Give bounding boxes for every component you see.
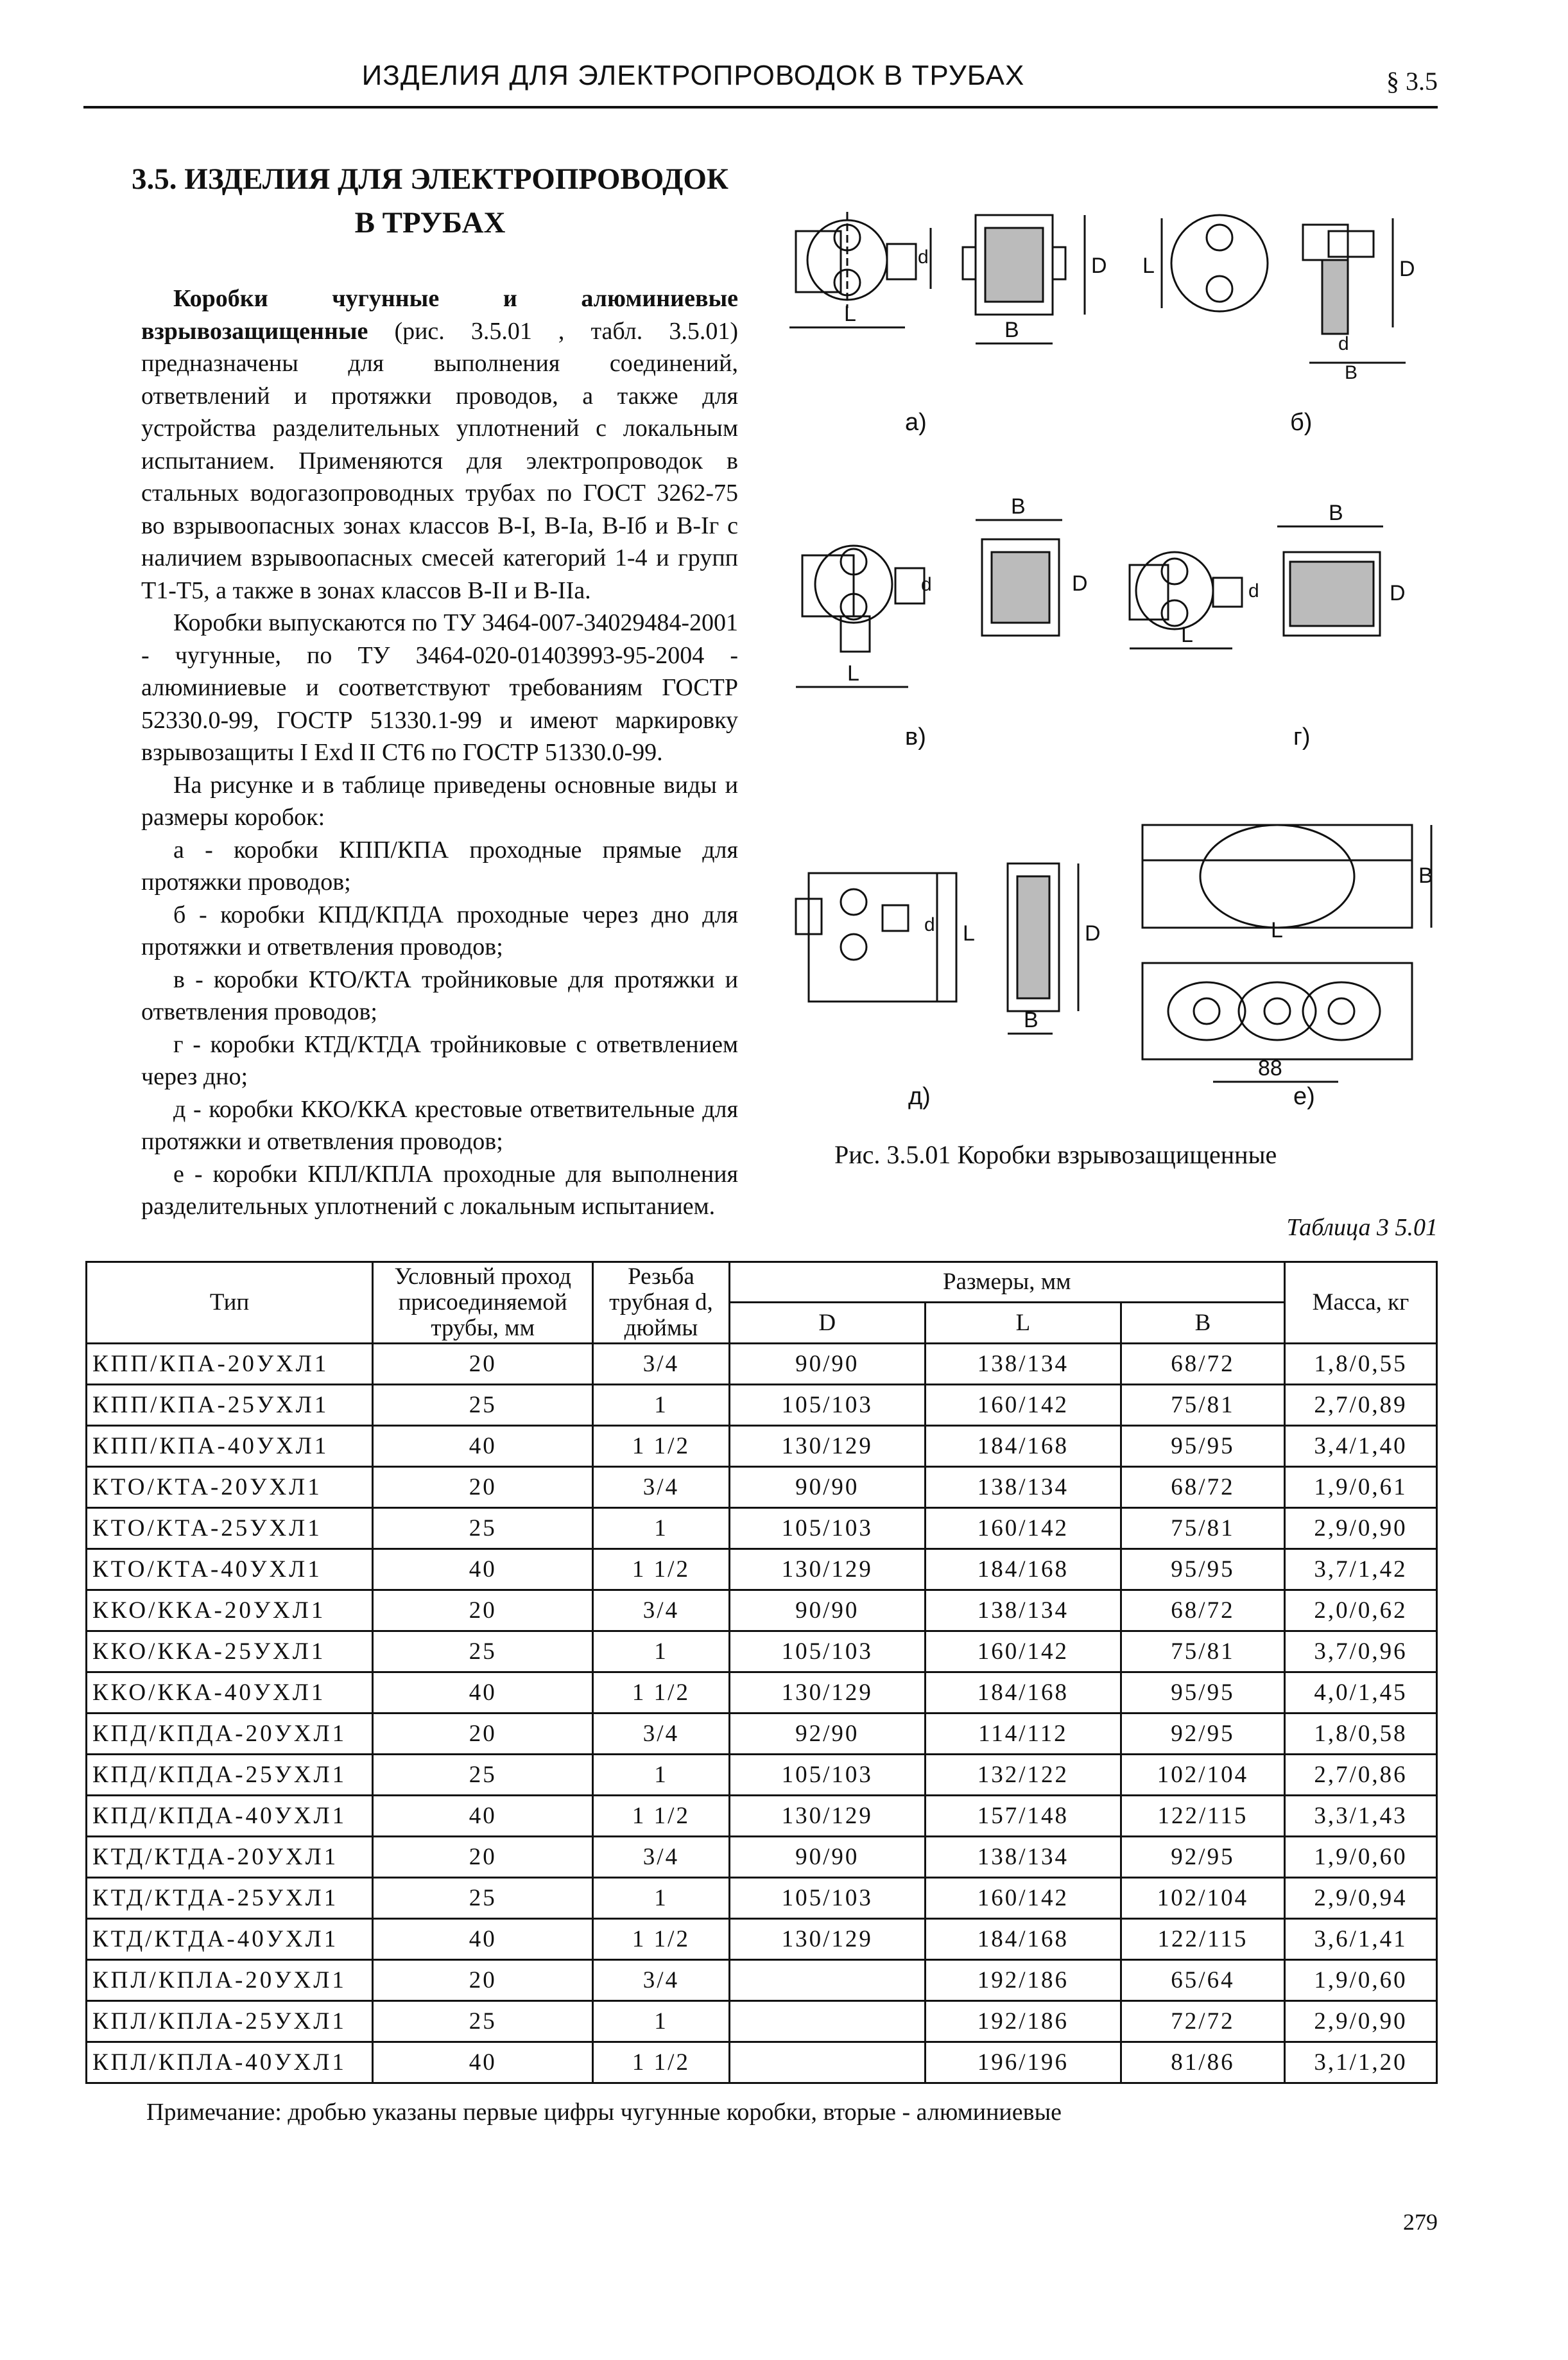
cell-B: 75/81 [1121, 1631, 1284, 1672]
cell-thread: 1 1/2 [593, 1919, 729, 1960]
table-row [87, 1508, 1437, 1549]
col-header-B: B [1121, 1303, 1284, 1344]
cell-type: ККО/ККА-25УХЛ1 [87, 1631, 373, 1672]
table-row [87, 1878, 1437, 1919]
table-row [87, 1714, 1437, 1755]
list-item: д - коробки ККО/ККА крестовые ответвительные для протяжки и ответвления проводов; [141, 1095, 738, 1155]
dim-label-d: d [918, 247, 929, 268]
cell-type: КТО/КТА-40УХЛ1 [87, 1549, 373, 1590]
figure-label-a: а) [905, 409, 927, 436]
cell-type: КПД/КПДА-40УХЛ1 [87, 1796, 373, 1837]
cell-L: 184/168 [925, 1426, 1121, 1467]
cell-B: 122/115 [1121, 1919, 1284, 1960]
cell-B: 102/104 [1121, 1755, 1284, 1796]
cell-thread: 1 [593, 1878, 729, 1919]
paragraph-intro [141, 282, 738, 607]
cell-B: 72/72 [1121, 2001, 1284, 2042]
cell-thread: 1 1/2 [593, 1426, 729, 1467]
dim-label-l: L [963, 921, 975, 946]
cell-bore: 40 [373, 1796, 593, 1837]
cell-bore: 40 [373, 1426, 593, 1467]
table-row [87, 2042, 1437, 2083]
col-header-dimensions: Размеры, мм [729, 1262, 1284, 1303]
dim-label-l: L [844, 302, 856, 326]
cell-type: ККО/ККА-20УХЛ1 [87, 1590, 373, 1631]
cell-L: 138/134 [925, 1837, 1121, 1878]
body-text [141, 282, 738, 1223]
dim-label-B: B [1024, 1008, 1038, 1032]
cell-bore: 20 [373, 1467, 593, 1508]
cell-mass: 4,0/1,45 [1284, 1672, 1436, 1714]
cell-D: 130/129 [729, 1426, 925, 1467]
cell-B: 95/95 [1121, 1549, 1284, 1590]
cell-thread: 1 [593, 1385, 729, 1426]
figure-b-views [1142, 215, 1415, 383]
cell-mass: 3,3/1,43 [1284, 1796, 1436, 1837]
dim-label-l: L [1271, 918, 1283, 942]
cell-L: 160/142 [925, 1631, 1121, 1672]
cell-D: 90/90 [729, 1837, 925, 1878]
cell-D: 105/103 [729, 1508, 925, 1549]
figure-label-c: в) [905, 724, 926, 751]
list-item: а - коробки КПП/КПА проходные прямые для протяжки проводов; [141, 836, 738, 896]
cell-mass: 2,7/0,89 [1284, 1385, 1436, 1426]
cell-L: 184/168 [925, 1549, 1121, 1590]
cell-D: 130/129 [729, 1796, 925, 1837]
table-note: Примечание: дробью указаны первые цифры чугунные коробки, вторые - алюминиевые [146, 2099, 1062, 2126]
section-title-line2: В ТРУБАХ [354, 206, 506, 239]
table-row [87, 1631, 1437, 1672]
cell-L: 184/168 [925, 1672, 1121, 1714]
table-body [87, 1344, 1437, 2083]
cell-bore: 25 [373, 1878, 593, 1919]
cell-bore: 25 [373, 1385, 593, 1426]
cell-type: КПП/КПА-40УХЛ1 [87, 1426, 373, 1467]
cell-L: 160/142 [925, 1508, 1121, 1549]
dim-label-d: d [924, 914, 935, 935]
figure-c-views [796, 494, 1088, 687]
cell-mass: 3,1/1,20 [1284, 2042, 1436, 2083]
figure-a-front-view [789, 212, 931, 327]
cell-D: 130/129 [729, 1549, 925, 1590]
cell-bore: 20 [373, 1590, 593, 1631]
cell-type: КПЛ/КПЛА-25УХЛ1 [87, 2001, 373, 2042]
table-row [87, 1755, 1437, 1796]
dim-label-D: D [1091, 254, 1107, 278]
table-row [87, 1960, 1437, 2001]
header-title: ИЗДЕЛИЯ ДЛЯ ЭЛЕКТРОПРОВОДОК В ТРУБАХ [361, 60, 1025, 91]
cell-thread: 3/4 [593, 1837, 729, 1878]
col-header-L: L [925, 1303, 1121, 1344]
dim-label-d: d [921, 574, 932, 595]
cell-B: 75/81 [1121, 1508, 1284, 1549]
cell-thread: 3/4 [593, 1960, 729, 2001]
cell-B: 95/95 [1121, 1426, 1284, 1467]
table-row [87, 2001, 1437, 2042]
cell-bore: 25 [373, 1508, 593, 1549]
col-header-mass: Масса, кг [1284, 1262, 1436, 1344]
cell-type: КПЛ/КПЛА-20УХЛ1 [87, 1960, 373, 2001]
cell-L: 196/196 [925, 2042, 1121, 2083]
cell-mass: 3,7/1,42 [1284, 1549, 1436, 1590]
intro-bold-term: Коробки чугунные и алюминиевые взрывозащищенные [141, 285, 738, 345]
cell-thread: 1 1/2 [593, 1672, 729, 1714]
dim-label-l: L [847, 661, 859, 686]
col-header-bore [373, 1262, 593, 1344]
cell-B: 68/72 [1121, 1590, 1284, 1631]
col-header-thread-line: дюймы [624, 1315, 698, 1341]
cell-bore: 40 [373, 2042, 593, 2083]
cell-mass: 1,8/0,58 [1284, 1714, 1436, 1755]
cell-L: 138/134 [925, 1344, 1121, 1385]
dim-label-D: D [1399, 257, 1415, 281]
list-item: в - коробки КТО/КТА тройниковые для протяжки и ответвления проводов; [141, 966, 738, 1025]
table-row [87, 1426, 1437, 1467]
cell-mass: 3,4/1,40 [1284, 1426, 1436, 1467]
cell-thread: 1 1/2 [593, 1549, 729, 1590]
cell-L: 157/148 [925, 1796, 1121, 1837]
figure-label-f: е) [1293, 1083, 1315, 1110]
cell-mass: 2,9/0,90 [1284, 1508, 1436, 1549]
cell-B: 102/104 [1121, 1878, 1284, 1919]
cell-thread: 1 1/2 [593, 2042, 729, 2083]
cell-B: 68/72 [1121, 1467, 1284, 1508]
intro-text: (рис. 3.5.01 , табл. 3.5.01) предназначены для выполнения соединений, ответвлений и протяжки проводов, а также для устройства разделительных уплотнений с локальным испытанием. Применяются для электропроводок в стальных водогазопроводных трубах по ГОСТ 3262-75 во взрывоопасных зонах классов В-I, В-Iа, В-Iб и В-Iг с наличием взрывоопасных смесей категорий 1-4 и групп Т1-Т5, а также в зонах классов В-II и В-IIа. [141, 317, 738, 604]
cell-B: 92/95 [1121, 1837, 1284, 1878]
cell-L: 114/112 [925, 1714, 1121, 1755]
dim-label-B: B [1418, 863, 1433, 888]
cell-D: 130/129 [729, 1672, 925, 1714]
table-row [87, 1796, 1437, 1837]
cell-mass: 2,9/0,94 [1284, 1878, 1436, 1919]
table-row [87, 1385, 1437, 1426]
header-section-number: § 3.5 [1386, 67, 1438, 96]
list-item: г - коробки КТД/КТДА тройниковые с ответвлением через дно; [141, 1030, 738, 1090]
table-row [87, 1549, 1437, 1590]
cell-mass: 1,8/0,55 [1284, 1344, 1436, 1385]
cell-thread: 3/4 [593, 1344, 729, 1385]
cell-type: КТД/КТДА-40УХЛ1 [87, 1919, 373, 1960]
cell-type: КТО/КТА-25УХЛ1 [87, 1508, 373, 1549]
cell-type: КПД/КПДА-25УХЛ1 [87, 1755, 373, 1796]
cell-D: 90/90 [729, 1590, 925, 1631]
table-row [87, 1344, 1437, 1385]
paragraph-views: На рисунке и в таблице приведены основные виды и размеры коробок: [141, 771, 738, 831]
cell-L: 160/142 [925, 1878, 1121, 1919]
col-header-bore-line: трубы, мм [431, 1315, 535, 1341]
cell-bore: 20 [373, 1344, 593, 1385]
cell-thread: 3/4 [593, 1590, 729, 1631]
cell-type: КТД/КТДА-20УХЛ1 [87, 1837, 373, 1878]
table-row [87, 1837, 1437, 1878]
cell-bore: 20 [373, 1714, 593, 1755]
cell-bore: 40 [373, 1672, 593, 1714]
cell-D: 90/90 [729, 1344, 925, 1385]
section-title-line1: 3.5. ИЗДЕЛИЯ ДЛЯ ЭЛЕКТРОПРОВОДОК [132, 162, 728, 196]
cell-D [729, 2001, 925, 2042]
dim-label-D: D [1072, 571, 1088, 596]
figure-d-views [1130, 501, 1406, 648]
cell-bore: 40 [373, 1549, 593, 1590]
cell-B: 68/72 [1121, 1344, 1284, 1385]
list-item: б - коробки КПД/КПДА проходные через дно для протяжки и ответвления проводов; [141, 901, 738, 960]
figure-a-side-view [963, 215, 1107, 343]
cell-D: 130/129 [729, 1919, 925, 1960]
figure-label-e: д) [908, 1083, 931, 1110]
cell-B: 75/81 [1121, 1385, 1284, 1426]
figure-caption: Рис. 3.5.01 Коробки взрывозащищенные [834, 1140, 1277, 1169]
cell-type: КПД/КПДА-20УХЛ1 [87, 1714, 373, 1755]
list-item: е - коробки КПЛ/КПЛА проходные для выполнения разделительных уплотнений с локальным испытанием. [141, 1160, 738, 1220]
table-header-row [87, 1262, 1437, 1303]
cell-mass: 3,6/1,41 [1284, 1919, 1436, 1960]
cell-bore: 25 [373, 2001, 593, 2042]
cell-B: 122/115 [1121, 1796, 1284, 1837]
running-header [83, 55, 1438, 108]
figure-f-views [1142, 825, 1433, 1082]
col-header-bore-line: Условный проход [394, 1263, 571, 1290]
table-row [87, 1672, 1437, 1714]
cell-D: 105/103 [729, 1755, 925, 1796]
cell-L: 138/134 [925, 1590, 1121, 1631]
col-header-thread [593, 1262, 729, 1344]
dim-label-D: D [1390, 581, 1406, 605]
dim-label-d: d [1248, 580, 1259, 602]
cell-mass: 1,9/0,60 [1284, 1837, 1436, 1878]
cell-D: 90/90 [729, 1467, 925, 1508]
cell-thread: 3/4 [593, 1467, 729, 1508]
cell-L: 184/168 [925, 1919, 1121, 1960]
dim-label-B: B [1345, 362, 1358, 383]
dim-label-B: B [1011, 494, 1026, 519]
cell-D: 105/103 [729, 1878, 925, 1919]
col-header-bore-line: присоединяемой [398, 1289, 567, 1315]
cell-mass: 2,0/0,62 [1284, 1590, 1436, 1631]
cell-D: 105/103 [729, 1631, 925, 1672]
col-header-D: D [729, 1303, 925, 1344]
cell-bore: 25 [373, 1631, 593, 1672]
table-row [87, 1467, 1437, 1508]
cell-mass: 2,7/0,86 [1284, 1755, 1436, 1796]
figure-label-d: г) [1293, 724, 1311, 751]
cell-thread: 1 [593, 1755, 729, 1796]
cell-type: КПЛ/КПЛА-40УХЛ1 [87, 2042, 373, 2083]
cell-L: 138/134 [925, 1467, 1121, 1508]
dim-label-B: B [1329, 501, 1343, 525]
cell-bore: 25 [373, 1755, 593, 1796]
cell-bore: 20 [373, 1837, 593, 1878]
cell-L: 192/186 [925, 1960, 1121, 2001]
cell-B: 95/95 [1121, 1672, 1284, 1714]
cell-mass: 3,7/0,96 [1284, 1631, 1436, 1672]
cell-mass: 2,9/0,90 [1284, 2001, 1436, 2042]
paragraph-standards: Коробки выпускаются по ТУ 3464-007-34029484-2001 - чугунные, по ТУ 3464-020-01403993-95-2004 - алюминиевые и соответствуют требованиям ГОСТР 52330.0-99, ГОСТР 51330.1-99 и имеют маркировку взрывозащиты I Exd II СТ6 по ГОСТР 51330.0-99. [141, 609, 738, 766]
cell-B: 81/86 [1121, 2042, 1284, 2083]
cell-thread: 3/4 [593, 1714, 729, 1755]
cell-bore: 40 [373, 1919, 593, 1960]
dim-label-D: D [1085, 921, 1101, 946]
cell-type: ККО/ККА-40УХЛ1 [87, 1672, 373, 1714]
col-header-type: Тип [87, 1262, 373, 1344]
figure-label-b: б) [1290, 409, 1313, 436]
cell-L: 132/122 [925, 1755, 1121, 1796]
spec-table [85, 1261, 1438, 2084]
cell-D: 105/103 [729, 1385, 925, 1426]
cell-type: КПП/КПА-25УХЛ1 [87, 1385, 373, 1426]
cell-type: КПП/КПА-20УХЛ1 [87, 1344, 373, 1385]
cell-mass: 1,9/0,61 [1284, 1467, 1436, 1508]
page-number: 279 [1403, 2209, 1438, 2235]
cell-type: КТД/КТДА-25УХЛ1 [87, 1878, 373, 1919]
table-row [87, 1590, 1437, 1631]
cell-B: 65/64 [1121, 1960, 1284, 2001]
cell-thread: 1 [593, 1508, 729, 1549]
cell-thread: 1 1/2 [593, 1796, 729, 1837]
figure-e-views [796, 863, 1101, 1034]
table-label: Таблица 3 5.01 [1286, 1214, 1438, 1241]
dim-label-B: B [1004, 318, 1019, 342]
dim-label-l: L [1181, 623, 1193, 647]
figure-explosion-proof-boxes [770, 193, 1451, 1130]
cell-L: 192/186 [925, 2001, 1121, 2042]
section-title [122, 157, 738, 245]
cell-D [729, 1960, 925, 2001]
dim-label-spacing: 88 [1258, 1056, 1282, 1080]
dim-label-d: d [1338, 333, 1349, 354]
cell-thread: 1 [593, 2001, 729, 2042]
col-header-thread-line: трубная d, [609, 1289, 713, 1315]
cell-D: 92/90 [729, 1714, 925, 1755]
cell-thread: 1 [593, 1631, 729, 1672]
dim-label-l: L [1142, 254, 1155, 278]
table-row [87, 1919, 1437, 1960]
cell-bore: 20 [373, 1960, 593, 2001]
cell-B: 92/95 [1121, 1714, 1284, 1755]
cell-D [729, 2042, 925, 2083]
col-header-thread-line: Резьба [628, 1263, 694, 1290]
cell-type: КТО/КТА-20УХЛ1 [87, 1467, 373, 1508]
cell-mass: 1,9/0,60 [1284, 1960, 1436, 2001]
cell-L: 160/142 [925, 1385, 1121, 1426]
